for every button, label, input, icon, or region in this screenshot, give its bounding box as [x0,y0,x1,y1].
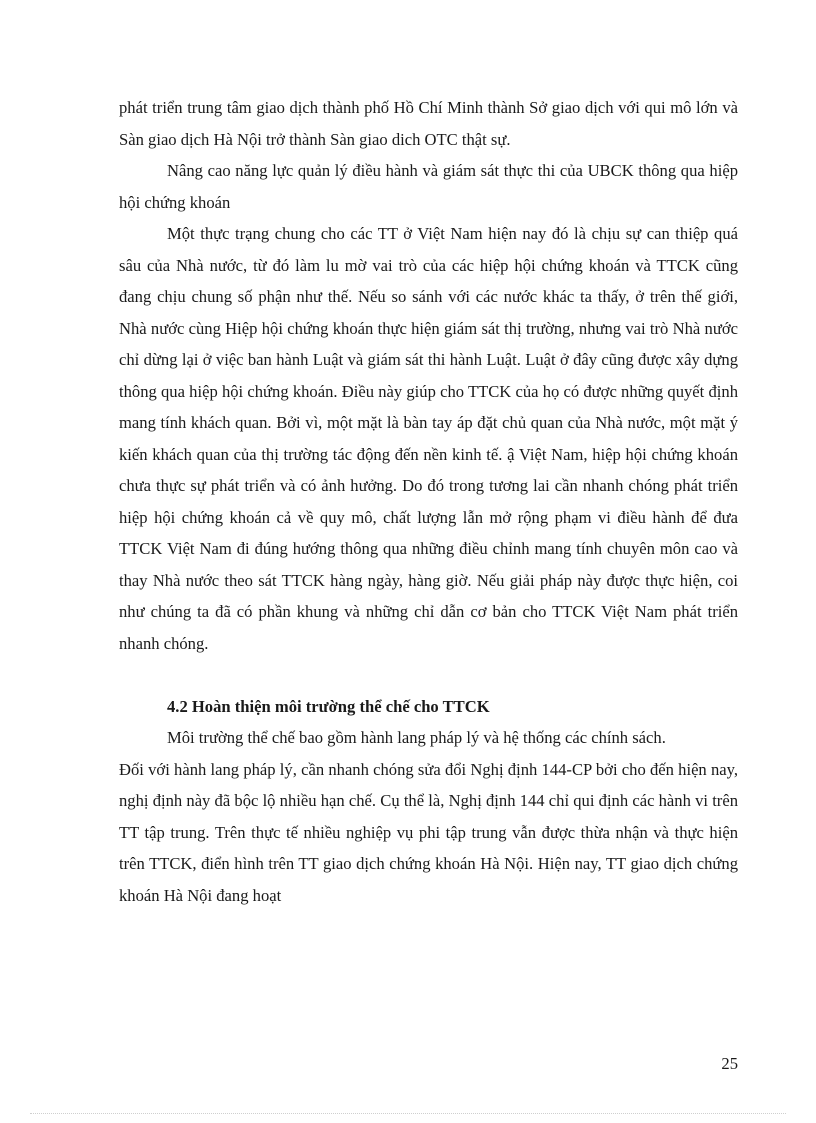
body-text [119,92,738,911]
paragraph-thuc-trang: Một thực trạng chung cho các TT ở Việt Nam hiện nay đó là chịu sự can thiệp quá sâu của Nhà nước, từ đó làm lu mờ vai trò của các hiệp hội chứng khoán và TTCK cũng đang chịu chung số phận như thế. Nếu so sánh với các nước khác ta thấy, ở trên thế giới, Nhà nước cùng Hiệp hội chứng khoán thực hiện giám sát thị trường, nhưng vai trò Nhà nước chỉ dừng lại ở việc ban hành Luật và giám sát thi hành Luật. Luật ở đây cũng được xây dựng thông qua hiệp hội chứng khoán. Điều này giúp cho TTCK của họ có được những quyết định mang tính khách quan. Bởi vì, một mặt là bàn tay áp đặt chủ quan của Nhà nước, một mặt ý kiến khách quan của thị trường tác động đến nền kinh tế. ậ Việt Nam, hiệp hội chứng khoán chưa thực sự phát triển và có ảnh hưởng. Do đó trong tương lai cần nhanh chóng phát triển hiệp hội chứng khoán cả về quy mô, chất lượng lẫn mở rộng phạm vi điều hành để đưa TTCK Việt Nam đi đúng hướng thông qua những điều chỉnh mang tính chuyên môn cao và thay Nhà nước theo sát TTCK hàng ngày, hàng giờ. Nếu giải pháp này được thực hiện, coi như chúng ta đã có phần khung và những chỉ dẫn cơ bản cho TTCK Việt Nam phát triển nhanh chóng. [119,224,738,653]
section-heading: 4.2 Hoàn thiện môi trường thể chế cho TTCK [167,696,490,716]
paragraph-continuation: phát triển trung tâm giao dịch thành phố Hồ Chí Minh thành Sở giao dịch với qui mô lớn và Sàn giao dịch Hà Nội trở thành Sàn giao dich OTC thật sự. [119,98,738,149]
page-number: 25 [721,1054,738,1073]
page-bottom-divider [30,1113,786,1114]
paragraph-ubck: Nâng cao năng lực quản lý điều hành và giám sát thực thi của UBCK thông qua hiệp hội chứng khoán [119,161,738,212]
paragraph-hanh-lang: Đối với hành lang pháp lý, cần nhanh chóng sửa đổi Nghị định 144-CP bởi cho đến hiện nay, nghị định này đã bộc lộ nhiều hạn chế. Cụ thể là, Nghị định 144 chỉ qui định các hành vi trên TT tập trung. Trên thực tế nhiều nghiệp vụ phi tập trung vẫn được thừa nhận và thực hiện trên TTCK, điển hình trên TT giao dịch chứng khoán Hà Nội. Hiện nay, TT giao dịch chứng khoán Hà Nội đang hoạt [119,759,738,905]
paragraph-moi-truong: Môi trường thể chế bao gồm hành lang pháp lý và hệ thống các chính sách. [167,728,666,747]
